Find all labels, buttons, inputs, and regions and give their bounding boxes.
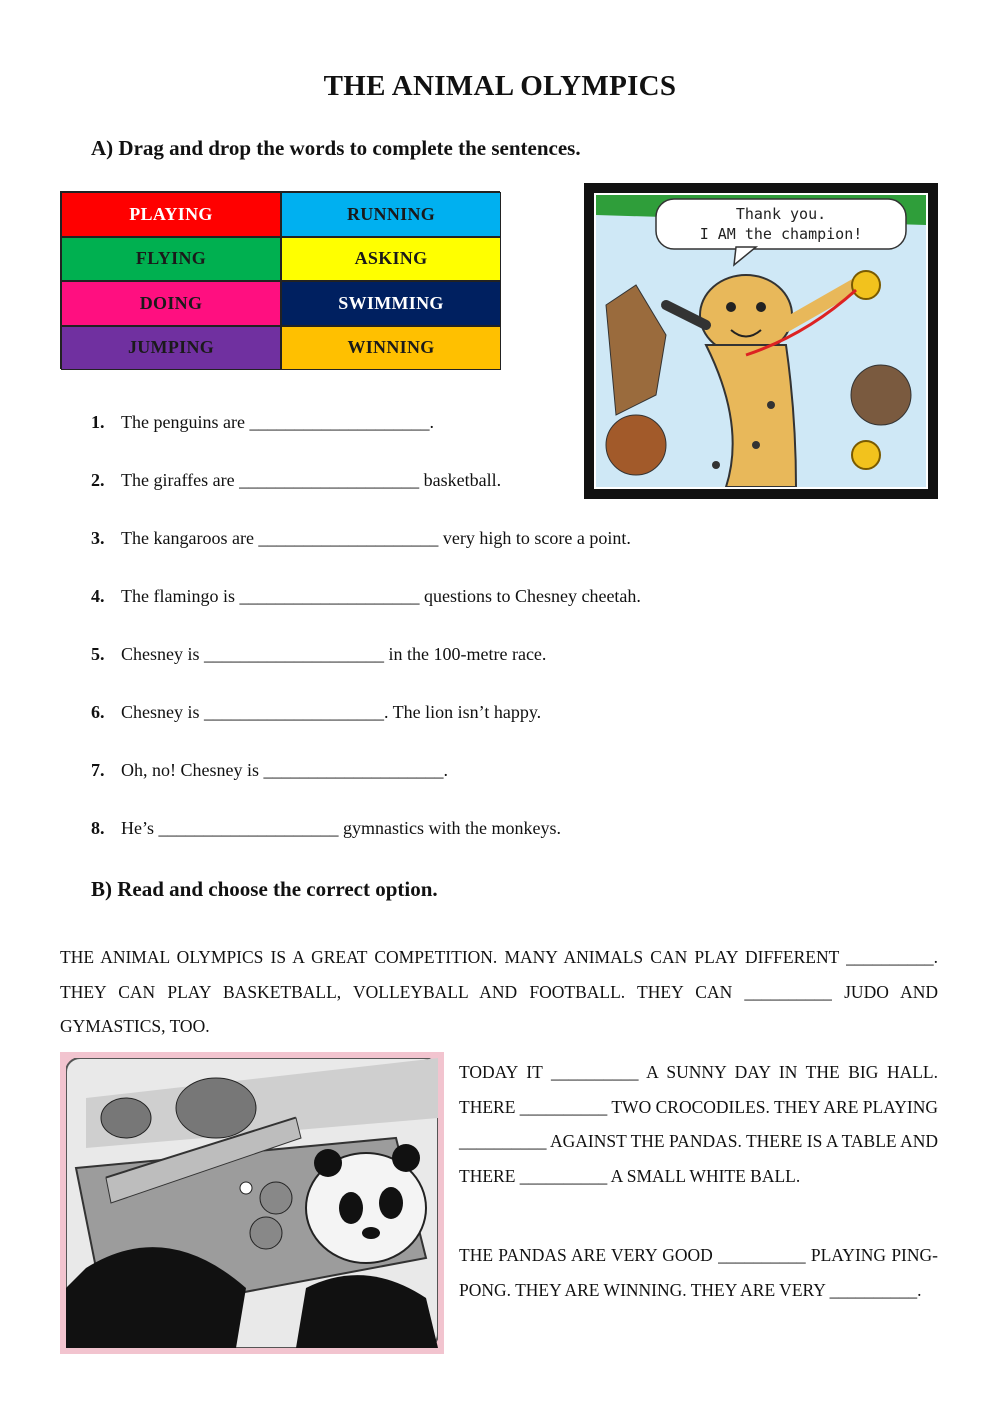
question-text: The giraffes are ____________________ basketball. xyxy=(121,470,502,490)
question-5[interactable] xyxy=(91,644,546,665)
word-winning[interactable]: WINNING xyxy=(281,326,501,371)
question-text: Chesney is ____________________. The lion isn’t happy. xyxy=(121,702,542,722)
section-b-heading: B) Read and choose the correct option. xyxy=(91,877,438,901)
word-bank xyxy=(60,191,500,369)
panda-pingpong-illustration xyxy=(66,1058,438,1348)
word-swimming[interactable]: SWIMMING xyxy=(281,281,501,326)
paragraph-3: THE PANDAS ARE VERY GOOD __________ PLAYING PING-PONG. THEY ARE WINNING. THEY ARE VERY __________. xyxy=(459,1245,938,1300)
question-1[interactable] xyxy=(91,412,434,433)
question-number: 5. xyxy=(91,644,105,664)
question-2[interactable] xyxy=(91,470,501,491)
ping-pong-image xyxy=(60,1052,444,1354)
question-text: He’s ____________________ gymnastics with the monkeys. xyxy=(121,818,561,838)
word-jumping[interactable]: JUMPING xyxy=(61,326,281,371)
question-text: Oh, no! Chesney is ____________________. xyxy=(121,760,448,780)
question-text: Chesney is ____________________ in the 100-metre race. xyxy=(121,644,547,664)
section-a-heading: A) Drag and drop the words to complete the sentences. xyxy=(91,136,581,160)
question-3[interactable] xyxy=(91,528,631,549)
question-text: The penguins are ____________________. xyxy=(121,412,434,432)
question-number: 1. xyxy=(91,412,105,432)
question-text: The flamingo is ____________________ questions to Chesney cheetah. xyxy=(121,586,641,606)
cheetah-champion-image xyxy=(584,183,938,499)
question-6[interactable] xyxy=(91,702,541,723)
word-playing[interactable]: PLAYING xyxy=(61,192,281,237)
question-4[interactable] xyxy=(91,586,641,607)
word-running[interactable]: RUNNING xyxy=(281,192,501,237)
question-number: 4. xyxy=(91,586,105,606)
word-asking[interactable]: ASKING xyxy=(281,237,501,282)
question-number: 2. xyxy=(91,470,105,490)
cheetah-illustration xyxy=(594,193,928,489)
paragraph-1: THE ANIMAL OLYMPICS IS A GREAT COMPETITION. MANY ANIMALS CAN PLAY DIFFERENT __________. THEY CAN PLAY BASKETBALL, VOLLEYBALL AND FOOTBALL. THEY CAN __________ JUDO AND GYMASTICS, TOO. xyxy=(60,947,938,1036)
question-number: 6. xyxy=(91,702,105,722)
speech-line-2: I AM the champion! xyxy=(699,225,863,243)
question-number: 8. xyxy=(91,818,105,838)
question-7[interactable] xyxy=(91,760,448,781)
worksheet-title: THE ANIMAL OLYMPICS xyxy=(323,70,677,102)
word-doing[interactable]: DOING xyxy=(61,281,281,326)
word-flying[interactable]: FLYING xyxy=(61,237,281,282)
speech-line-1: Thank you. xyxy=(735,205,827,223)
question-number: 7. xyxy=(91,760,105,780)
question-number: 3. xyxy=(91,528,105,548)
paragraph-2: TODAY IT __________ A SUNNY DAY IN THE BIG HALL. THERE __________ TWO CROCODILES. THEY ARE PLAYING __________ AGAINST THE PANDAS. THERE IS A TABLE AND THERE __________ A SMALL WHITE BALL. xyxy=(459,1062,938,1186)
question-text: The kangaroos are ____________________ very high to score a point. xyxy=(121,528,631,548)
question-8[interactable] xyxy=(91,818,561,839)
